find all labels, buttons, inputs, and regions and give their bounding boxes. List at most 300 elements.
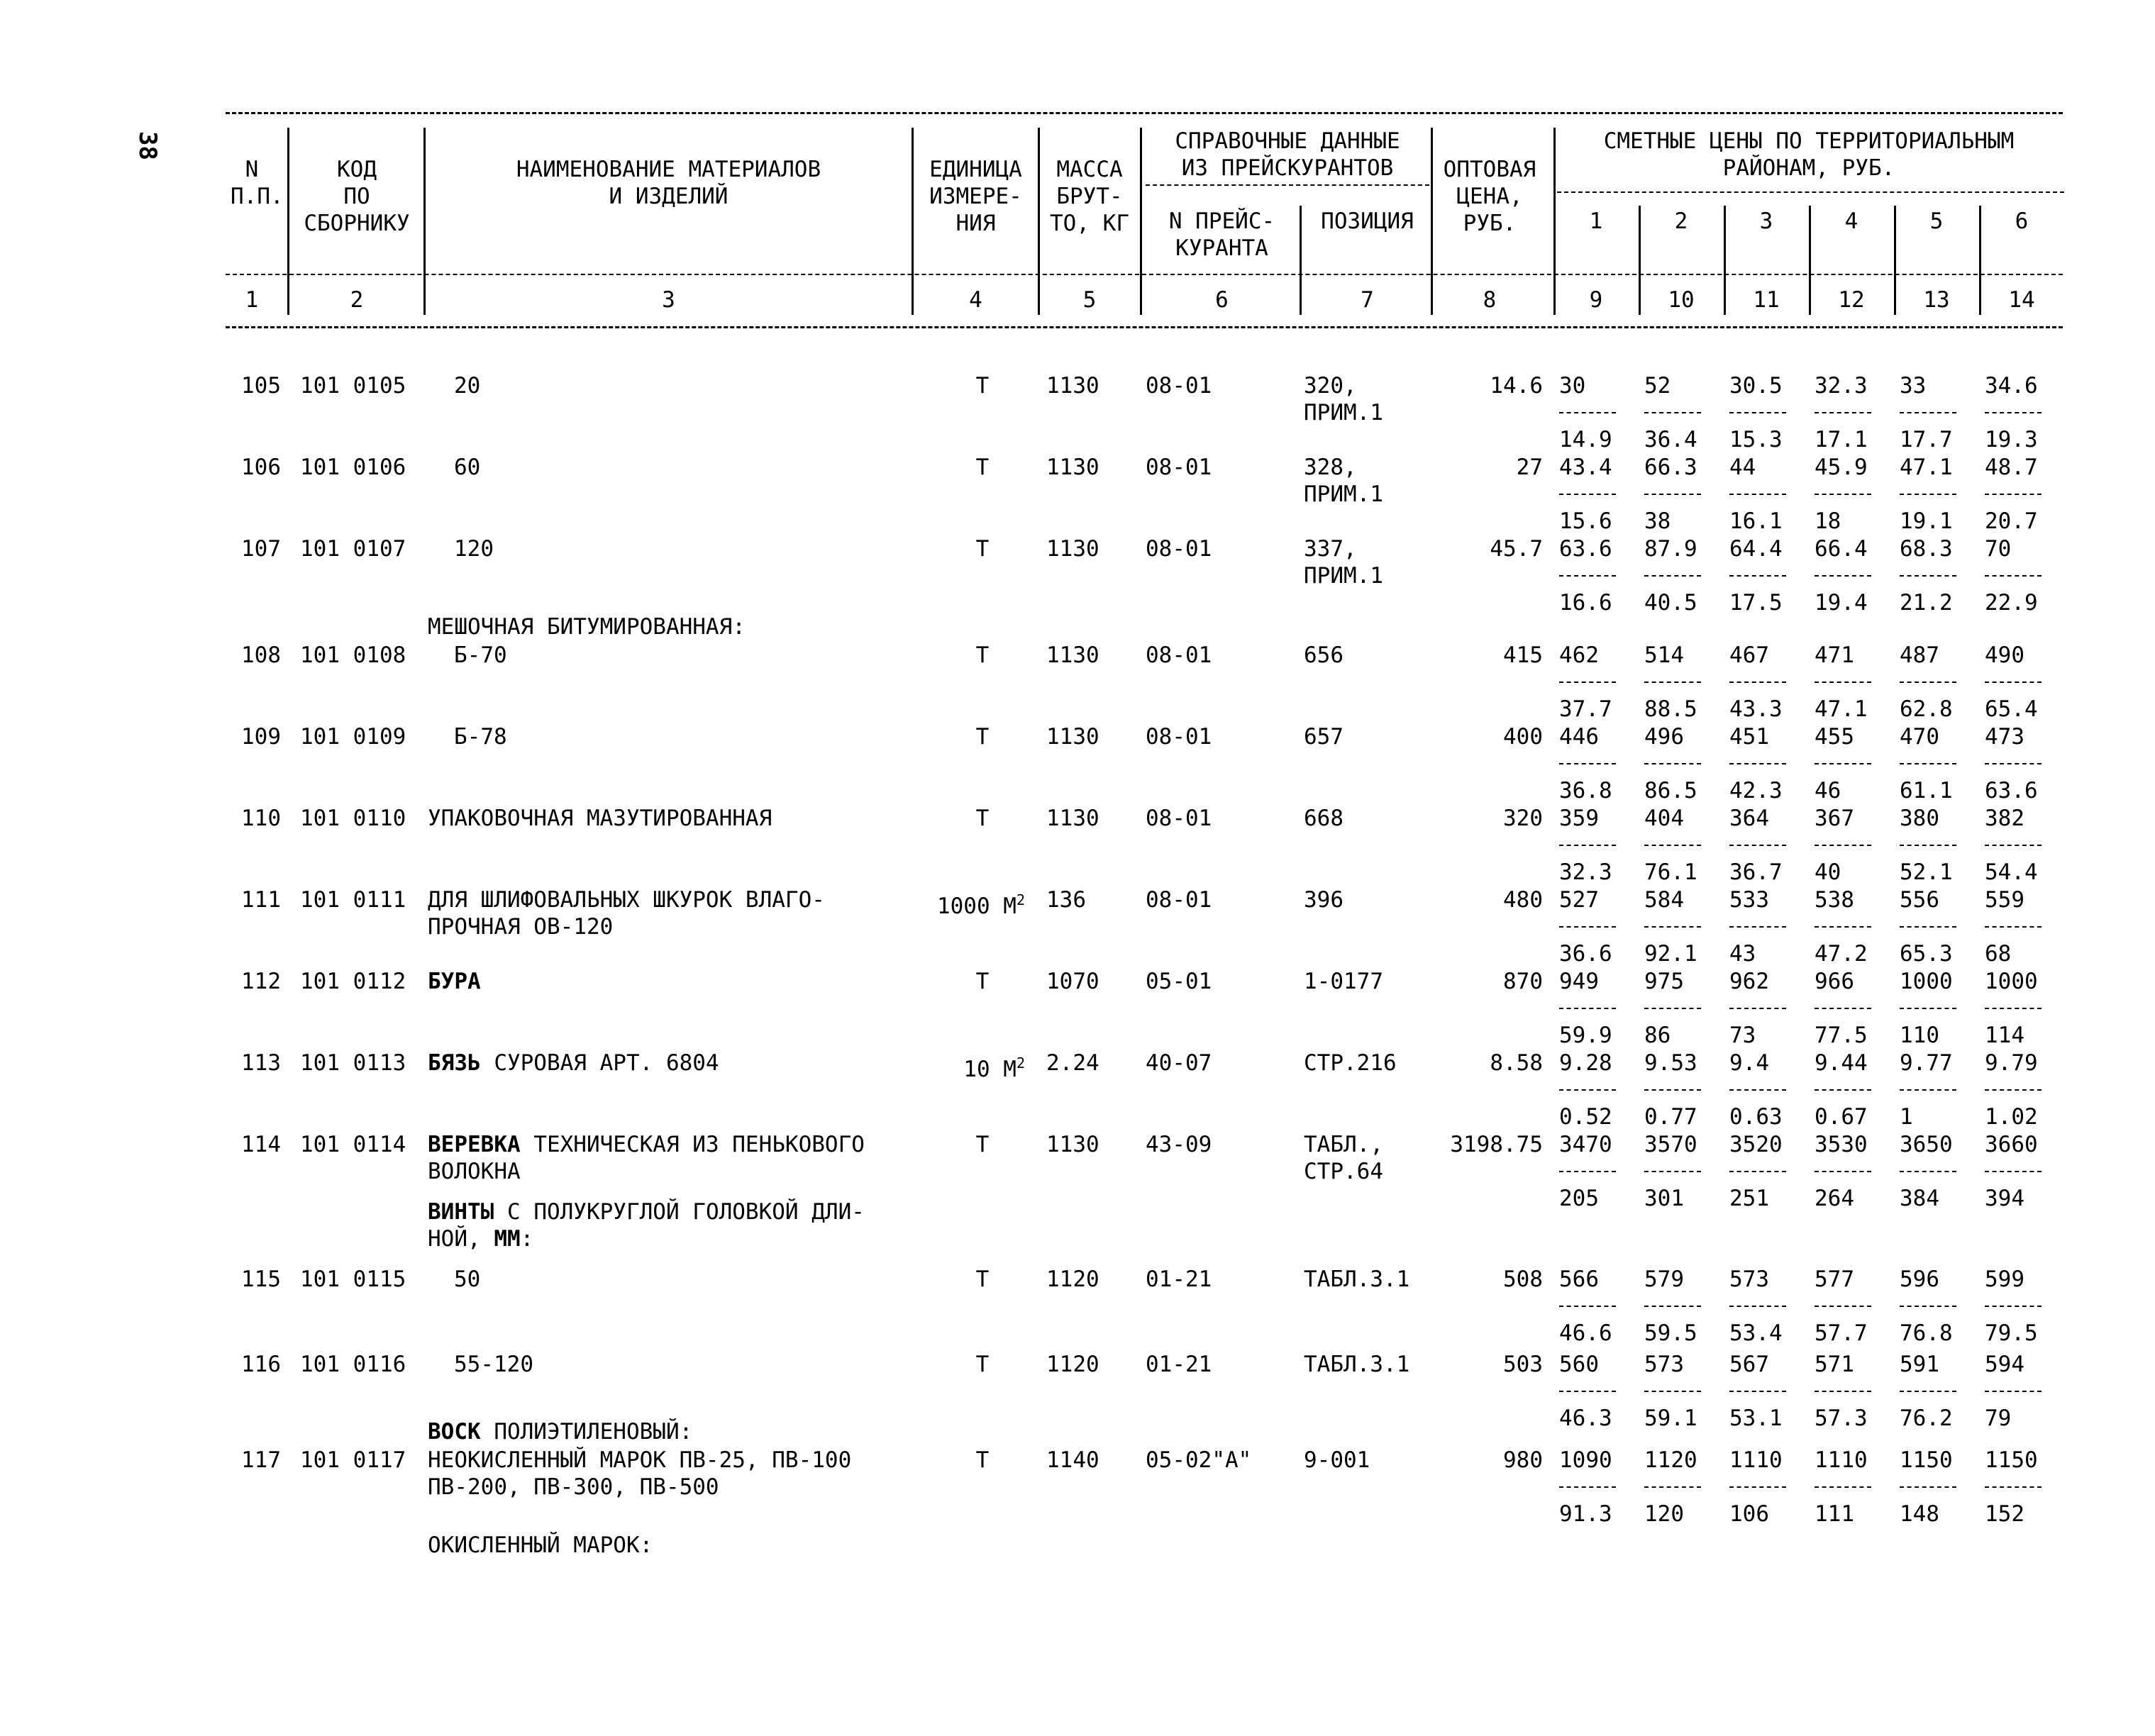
row-name (428, 1131, 865, 1185)
region-price-1 (1559, 968, 1637, 1049)
region-price-1 (1559, 1266, 1637, 1347)
row-mass: 1140 (1046, 1447, 1099, 1473)
region-price-estimate: 3530 (1815, 1132, 1868, 1157)
row-code: 101 0113 (300, 1050, 406, 1076)
region-price-transport: 1 (1900, 1104, 1913, 1130)
region-price-2 (1644, 968, 1722, 1049)
row-price-list: 05-02"А" (1146, 1447, 1252, 1473)
row-code: 101 0117 (300, 1447, 406, 1473)
region-price-transport: 148 (1900, 1501, 1939, 1527)
row-name-text: 55-120 (454, 1352, 533, 1377)
row-number: 114 (241, 1132, 281, 1157)
row-mass: 1130 (1046, 1132, 1099, 1157)
region-price-1 (1559, 1351, 1637, 1432)
region-price-transport: 110 (1900, 1023, 1939, 1048)
row-position: 9-001 (1304, 1447, 1370, 1473)
row-unit-text: Т (975, 536, 990, 562)
header-separator (1038, 128, 1040, 315)
row-unit-superscript: 2 (1016, 1055, 1025, 1072)
col-number-7: 7 (1361, 287, 1374, 313)
region-price-transport: 76.2 (1900, 1406, 1953, 1431)
header-col-wholesale: ОПТОВАЯ ЦЕНА, РУБ. (1443, 157, 1536, 236)
row-name (454, 372, 480, 399)
region-price-transport: 61.1 (1900, 778, 1953, 803)
region-price-transport: 76.1 (1644, 859, 1697, 885)
col-number-10: 10 (1668, 287, 1695, 313)
row-code: 101 0115 (300, 1267, 406, 1292)
region-price-estimate: 538 (1815, 887, 1854, 913)
row-unit (940, 535, 1025, 562)
region-price-estimate: 9.28 (1559, 1050, 1612, 1076)
region-price-transport: 46.6 (1559, 1320, 1612, 1346)
region-price-transport: 264 (1815, 1186, 1854, 1211)
region-price-transport: 88.5 (1644, 696, 1697, 722)
section-heading (428, 613, 746, 640)
row-price-list: 08-01 (1146, 887, 1212, 913)
region-price-estimate: 3470 (1559, 1132, 1612, 1157)
row-unit (897, 886, 1025, 920)
row-name (454, 1266, 480, 1293)
row-number: 115 (241, 1267, 281, 1292)
row-position: 657 (1304, 724, 1344, 750)
region-price-transport: 54.4 (1985, 859, 2038, 885)
fraction-line (1729, 1171, 1786, 1172)
region-price-transport: 0.52 (1559, 1104, 1612, 1130)
row-mass: 1120 (1046, 1267, 1099, 1292)
row-position: 1-0177 (1304, 969, 1383, 994)
region-price-transport: 47.2 (1815, 941, 1868, 967)
region-price-transport: 205 (1559, 1186, 1599, 1211)
row-price-list: 05-01 (1146, 969, 1212, 994)
row-unit-text: 1000 М (936, 894, 1016, 919)
section-heading-text: : (520, 1226, 534, 1252)
row-price-list: 08-01 (1146, 724, 1212, 750)
fraction-line (1985, 412, 2042, 413)
fraction-line (1644, 1008, 1701, 1009)
region-price-5 (1900, 454, 1978, 535)
fraction-line (1729, 763, 1786, 764)
region-price-estimate: 9.53 (1644, 1050, 1697, 1076)
row-code: 101 0107 (300, 536, 406, 562)
region-price-transport: 57.7 (1815, 1320, 1868, 1346)
region-price-estimate: 567 (1729, 1352, 1769, 1377)
region-price-3 (1729, 535, 1807, 616)
region-price-4 (1815, 886, 1893, 967)
region-price-2 (1644, 535, 1722, 616)
fraction-line (1985, 763, 2042, 764)
fraction-line (1644, 1171, 1701, 1172)
region-price-transport: 15.6 (1559, 508, 1612, 534)
fraction-line (1644, 494, 1701, 495)
region-price-transport: 301 (1644, 1186, 1684, 1211)
region-price-transport: 0.77 (1644, 1104, 1697, 1130)
row-mass: 1130 (1046, 536, 1099, 562)
row-unit (940, 642, 1025, 669)
row-position: 668 (1304, 806, 1344, 831)
row-wholesale-price: 3198.75 (1450, 1132, 1543, 1157)
fraction-line (1729, 1306, 1786, 1307)
region-price-1 (1559, 723, 1637, 804)
col-number-6: 6 (1215, 287, 1229, 313)
row-wholesale-price: 8.58 (1490, 1050, 1543, 1076)
header-separator (1724, 206, 1726, 315)
region-price-estimate: 599 (1985, 1267, 2024, 1292)
fraction-line (1900, 1089, 1956, 1091)
region-price-transport: 76.8 (1900, 1320, 1953, 1346)
region-price-transport: 79.5 (1985, 1320, 2038, 1346)
section-heading-bold: ВОСК (428, 1419, 481, 1445)
fraction-line (1559, 1171, 1616, 1172)
fraction-line (1559, 681, 1616, 683)
fraction-line (1815, 763, 1871, 764)
row-unit (940, 1447, 1025, 1474)
region-price-estimate: 455 (1815, 724, 1854, 750)
fraction-line (1559, 1391, 1616, 1392)
fraction-line (1644, 763, 1701, 764)
col-number-3: 3 (662, 287, 675, 313)
row-position: 656 (1304, 642, 1344, 668)
region-price-3 (1729, 372, 1807, 453)
region-price-estimate: 34.6 (1985, 373, 2038, 399)
region-price-estimate: 490 (1985, 642, 2024, 668)
row-position: 320, ПРИМ.1 (1304, 373, 1383, 425)
region-price-3 (1729, 1266, 1807, 1347)
row-number: 111 (241, 887, 281, 913)
region-price-transport: 86.5 (1644, 778, 1697, 803)
fraction-line (1985, 845, 2042, 846)
row-number: 107 (241, 536, 281, 562)
region-price-estimate: 962 (1729, 969, 1769, 994)
header-separator (1639, 206, 1641, 315)
region-price-estimate: 1000 (1900, 969, 1953, 994)
header-col-unit: ЕДИНИЦА ИЗМЕРЕ- НИЯ (929, 157, 1022, 236)
region-price-6 (1985, 1351, 2063, 1432)
region-price-transport: 43 (1729, 941, 1756, 967)
row-number: 112 (241, 969, 281, 994)
row-unit (940, 1131, 1025, 1158)
row-mass: 1130 (1046, 373, 1099, 399)
page-number: 38 (133, 131, 162, 160)
region-price-estimate: 446 (1559, 724, 1599, 750)
fraction-line (1729, 1486, 1786, 1488)
region-price-estimate: 1110 (1815, 1447, 1868, 1473)
row-mass: 2.24 (1046, 1050, 1099, 1076)
fraction-line (1815, 681, 1871, 683)
region-price-transport: 91.3 (1559, 1501, 1612, 1527)
fraction-line (1644, 412, 1701, 413)
region-price-2 (1644, 805, 1722, 886)
row-number: 105 (241, 373, 281, 399)
header-region-3: 3 (1759, 208, 1773, 234)
region-price-3 (1729, 1351, 1807, 1432)
header-divider-rule (226, 274, 2063, 275)
region-price-1 (1559, 1131, 1637, 1212)
row-position: ТАБЛ.3.1 (1304, 1267, 1410, 1292)
region-price-5 (1900, 1050, 1978, 1130)
header-col-name: НАИМЕНОВАНИЕ МАТЕРИАЛОВ И ИЗДЕЛИЙ (516, 157, 821, 209)
region-price-estimate: 573 (1644, 1352, 1684, 1377)
row-unit-text: Т (975, 1132, 990, 1157)
fraction-line (1985, 1171, 2042, 1172)
row-name-text: 50 (454, 1267, 481, 1292)
region-price-3 (1729, 1447, 1807, 1528)
row-name (454, 535, 494, 562)
region-price-transport: 40 (1815, 859, 1841, 885)
region-price-6 (1985, 1050, 2063, 1130)
region-price-estimate: 559 (1985, 887, 2024, 913)
fraction-line (1559, 1486, 1616, 1488)
fraction-line (1729, 845, 1786, 846)
row-name-text: Б-78 (454, 724, 507, 750)
region-price-3 (1729, 642, 1807, 723)
region-price-transport: 59.9 (1559, 1023, 1612, 1048)
region-price-transport: 22.9 (1985, 590, 2038, 616)
fraction-line (1985, 494, 2042, 495)
region-price-4 (1815, 454, 1893, 535)
row-unit-text: Т (975, 642, 990, 668)
region-price-6 (1985, 535, 2063, 616)
region-price-estimate: 514 (1644, 642, 1684, 668)
row-name (454, 642, 507, 669)
region-price-5 (1900, 1131, 1978, 1212)
row-position: ТАБЛ., СТР.64 (1304, 1132, 1383, 1184)
row-unit (940, 723, 1025, 750)
region-price-transport: 52.1 (1900, 859, 1953, 885)
region-price-transport: 32.3 (1559, 859, 1612, 885)
region-price-estimate: 496 (1644, 724, 1684, 750)
region-price-1 (1559, 642, 1637, 723)
region-price-transport: 0.63 (1729, 1104, 1783, 1130)
row-number: 113 (241, 1050, 281, 1076)
row-mass: 1120 (1046, 1352, 1099, 1377)
region-price-5 (1900, 1447, 1978, 1528)
region-price-5 (1900, 1266, 1978, 1347)
fraction-line (1729, 412, 1786, 413)
fraction-line (1985, 681, 2042, 683)
fraction-line (1985, 926, 2042, 928)
fraction-line (1729, 494, 1786, 495)
fraction-line (1644, 1486, 1701, 1488)
header-bottom-rule (226, 326, 2063, 328)
section-heading (428, 1532, 653, 1559)
row-price-list: 01-21 (1146, 1267, 1212, 1292)
row-wholesale-price: 45.7 (1490, 536, 1543, 562)
region-price-transport: 111 (1815, 1501, 1854, 1527)
row-position: 337, ПРИМ.1 (1304, 536, 1383, 589)
row-mass: 1130 (1046, 642, 1099, 668)
header-separator (1553, 128, 1556, 315)
row-name-text: ДЛЯ ШЛИФОВАЛЬНЫХ ШКУРОК ВЛАГО- ПРОЧНАЯ ОВ-120 (428, 887, 825, 940)
fraction-line (1729, 1008, 1786, 1009)
row-unit-text: Т (975, 1267, 990, 1292)
section-heading-text: ПОЛИЭТИЛЕНОВЫЙ: (480, 1419, 693, 1445)
region-price-transport: 36.7 (1729, 859, 1783, 885)
row-wholesale-price: 870 (1503, 969, 1543, 994)
region-price-transport: 19.3 (1985, 427, 2038, 452)
region-price-estimate: 66.3 (1644, 455, 1697, 480)
region-price-1 (1559, 454, 1637, 535)
header-top-rule (226, 112, 2063, 114)
row-name-bold: БУРА (428, 969, 481, 994)
col-number-13: 13 (1923, 287, 1950, 313)
row-name-text: 60 (454, 455, 481, 480)
region-price-estimate: 467 (1729, 642, 1769, 668)
fraction-line (1985, 1306, 2042, 1307)
region-price-transport: 92.1 (1644, 941, 1697, 967)
region-price-estimate: 68.3 (1900, 536, 1953, 562)
fraction-line (1815, 1391, 1871, 1392)
region-price-estimate: 1000 (1985, 969, 2038, 994)
fraction-line (1985, 1391, 2042, 1392)
region-price-transport: 77.5 (1815, 1023, 1868, 1048)
fraction-line (1815, 845, 1871, 846)
header-col-price-list: N ПРЕЙС- КУРАНТА (1168, 208, 1275, 261)
fraction-line (1559, 763, 1616, 764)
region-price-transport: 19.1 (1900, 508, 1953, 534)
region-price-estimate: 367 (1815, 806, 1854, 831)
row-unit-text: 10 М (963, 1057, 1016, 1082)
region-price-estimate: 48.7 (1985, 455, 2038, 480)
row-unit-text: Т (975, 724, 990, 750)
col-number-5: 5 (1082, 287, 1097, 313)
fraction-line (1900, 1391, 1956, 1392)
col-number-14: 14 (2008, 287, 2035, 313)
row-unit (897, 1050, 1025, 1083)
row-code: 101 0111 (300, 887, 406, 913)
region-price-transport: 46 (1815, 778, 1841, 803)
row-name (428, 805, 772, 832)
region-price-transport: 0.67 (1815, 1104, 1868, 1130)
row-price-list: 01-21 (1146, 1352, 1212, 1377)
header-sub-rule (1557, 191, 2064, 193)
region-price-estimate: 404 (1644, 806, 1684, 831)
region-price-estimate: 3570 (1644, 1132, 1697, 1157)
row-position: 328, ПРИМ.1 (1304, 455, 1383, 507)
fraction-line (1900, 412, 1956, 413)
region-price-estimate: 1110 (1729, 1447, 1783, 1473)
region-price-transport: 86 (1644, 1023, 1671, 1048)
region-price-estimate: 596 (1900, 1267, 1939, 1292)
region-price-estimate: 1090 (1559, 1447, 1612, 1473)
section-heading-bold: ММ (494, 1226, 521, 1252)
fraction-line (1815, 412, 1871, 413)
region-price-estimate: 45.9 (1815, 455, 1868, 480)
region-price-4 (1815, 968, 1893, 1049)
header-sub-rule (1146, 184, 1429, 186)
region-price-estimate: 566 (1559, 1267, 1599, 1292)
region-price-estimate: 70 (1985, 536, 2012, 562)
fraction-line (1900, 763, 1956, 764)
fraction-line (1900, 1171, 1956, 1172)
region-price-transport: 59.1 (1644, 1406, 1697, 1431)
region-price-estimate: 584 (1644, 887, 1684, 913)
row-wholesale-price: 480 (1503, 887, 1543, 913)
region-price-estimate: 66.4 (1815, 536, 1868, 562)
region-price-6 (1985, 1131, 2063, 1212)
region-price-transport: 46.3 (1559, 1406, 1612, 1431)
region-price-4 (1815, 1447, 1893, 1528)
fraction-line (1815, 1008, 1871, 1009)
region-price-1 (1559, 886, 1637, 967)
fraction-line (1559, 1306, 1616, 1307)
row-wholesale-price: 508 (1503, 1267, 1543, 1292)
row-number: 108 (241, 642, 281, 668)
fraction-line (1900, 494, 1956, 495)
region-price-4 (1815, 723, 1893, 804)
row-wholesale-price: 14.6 (1490, 373, 1543, 399)
region-price-4 (1815, 1131, 1893, 1212)
header-price-group: СМЕТНЫЕ ЦЕНЫ ПО ТЕРРИТОРИАЛЬНЫМ РАЙОНАМ, РУБ. (1603, 128, 2015, 181)
header-col-mass: МАССА БРУТ- ТО, КГ (1050, 157, 1129, 236)
row-unit (940, 805, 1025, 832)
region-price-estimate: 975 (1644, 969, 1684, 994)
region-price-6 (1985, 642, 2063, 723)
region-price-3 (1729, 1050, 1807, 1130)
fraction-line (1985, 1089, 2042, 1091)
region-price-2 (1644, 1266, 1722, 1347)
row-price-list: 08-01 (1146, 455, 1212, 480)
row-unit-superscript: 2 (1016, 891, 1025, 908)
region-price-transport: 68 (1985, 941, 2012, 967)
region-price-transport: 53.4 (1729, 1320, 1783, 1346)
fraction-line (1644, 845, 1701, 846)
row-unit (940, 372, 1025, 399)
region-price-estimate: 44 (1729, 455, 1756, 480)
region-price-5 (1900, 1351, 1978, 1432)
region-price-transport: 21.2 (1900, 590, 1953, 616)
row-number: 110 (241, 806, 281, 831)
region-price-estimate: 473 (1985, 724, 2024, 750)
row-unit-text: Т (975, 373, 990, 399)
row-name-text: УПАКОВОЧНАЯ МАЗУТИРОВАННАЯ (428, 806, 772, 831)
region-price-estimate: 1150 (1985, 1447, 2038, 1473)
row-position: СТР.216 (1304, 1050, 1397, 1076)
region-price-estimate: 364 (1729, 806, 1769, 831)
fraction-line (1559, 412, 1616, 413)
region-price-3 (1729, 723, 1807, 804)
region-price-2 (1644, 1447, 1722, 1528)
region-price-estimate: 64.4 (1729, 536, 1783, 562)
row-position: 396 (1304, 887, 1344, 913)
row-unit (940, 1266, 1025, 1293)
region-price-1 (1559, 805, 1637, 886)
region-price-6 (1985, 886, 2063, 967)
fraction-line (1815, 1486, 1871, 1488)
fraction-line (1729, 575, 1786, 577)
region-price-6 (1985, 454, 2063, 535)
region-price-estimate: 3660 (1985, 1132, 2038, 1157)
region-price-estimate: 63.6 (1559, 536, 1612, 562)
region-price-3 (1729, 1131, 1807, 1212)
region-price-estimate: 30 (1559, 373, 1586, 399)
region-price-transport: 63.6 (1985, 778, 2038, 803)
region-price-transport: 79 (1985, 1406, 2012, 1431)
row-price-list: 08-01 (1146, 642, 1212, 668)
region-price-4 (1815, 1266, 1893, 1347)
region-price-estimate: 949 (1559, 969, 1599, 994)
row-mass: 1130 (1046, 806, 1099, 831)
header-col-code: КОД ПО СБОРНИКУ (304, 157, 410, 236)
header-reference-group: СПРАВОЧНЫЕ ДАННЫЕ ИЗ ПРЕЙСКУРАНТОВ (1175, 128, 1400, 181)
row-name-text: 120 (454, 536, 494, 562)
fraction-line (1559, 1089, 1616, 1091)
row-unit-text: Т (975, 806, 990, 831)
row-name (454, 723, 507, 750)
row-name-text: Б-70 (454, 642, 507, 668)
region-price-2 (1644, 1351, 1722, 1432)
header-col-n: N П.П. (231, 157, 284, 209)
region-price-1 (1559, 1447, 1637, 1528)
